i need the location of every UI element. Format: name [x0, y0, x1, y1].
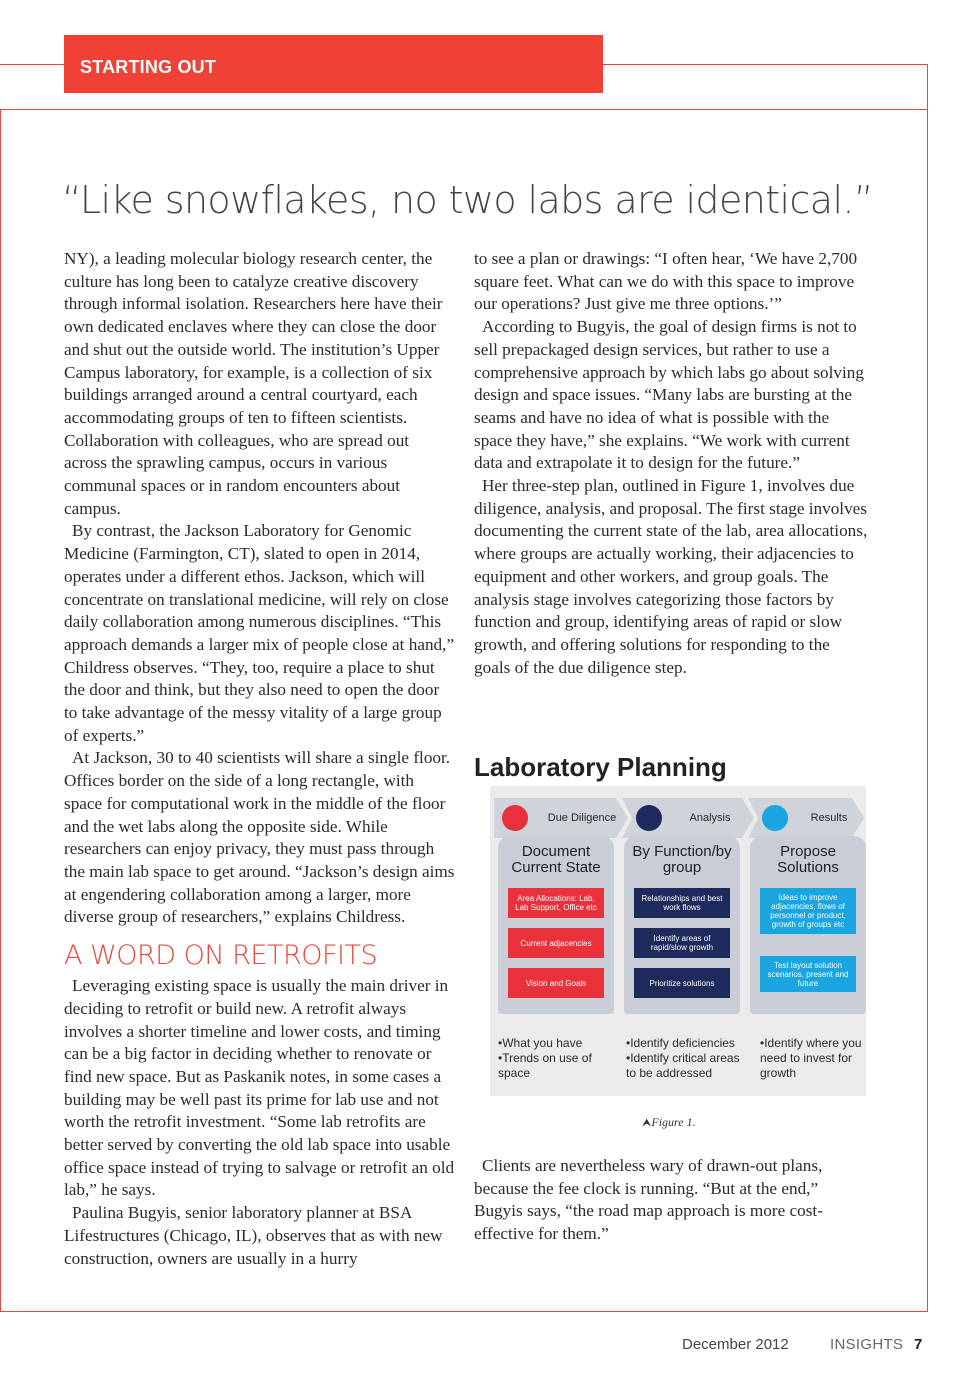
stage-dot-red [502, 805, 528, 831]
stage-dot-cyan [762, 805, 788, 831]
ribbon-results [748, 798, 864, 838]
left-column [64, 248, 456, 1270]
stage-column-document [498, 836, 614, 1014]
stage-box: Vision and Goals [508, 968, 604, 998]
bullet-item: •Identify critical areas to be addressed [626, 1051, 740, 1080]
bullet-item: •What you have [498, 1036, 583, 1050]
page-footer [0, 1336, 960, 1358]
paragraph: Leveraging existing space is usually the main driver in deciding to retrofit or build new. A retrofit always involves a shorter timeline and lower costs, and timing can be a big factor in deciding whether to renovate or find new space. But as Paskanik notes, in some cases a building may be well past its prime for lab use and not worth the retrofit investment. “Some lab retrofits are better served by converting the old lab space into usable office space instead of trying to salvage or retrofit an old lab,” he says. [64, 976, 455, 1200]
stage-box: Identify areas of rapid/slow growth [634, 928, 730, 958]
paragraph: NY), a leading molecular biology research center, the culture has long been to catalyze creative discovery through informal isolation. Researchers here have their own dedicated enclaves where they can close the door and shut out the outside world. The institution’s Upper Campus laboratory, for example, is a collection of six buildings arranged around a central courtyard, each accommodating groups of ten to fifteen scientists. Collaboration with colleagues, who are spread out across the sprawling campus, occurs in various communal spaces or in random encounters about campus. [64, 249, 443, 518]
paragraph: Clients are nevertheless wary of drawn-out plans, because the fee clock is running. “But at the end,” Bugyis says, “the road map approach is more cost-effective for them.” [474, 1156, 823, 1244]
issue-date: December 2012 [682, 1336, 789, 1353]
caption-text: Figure 1. [651, 1115, 696, 1129]
ribbon-due-diligence [494, 798, 628, 838]
stage-box: Area Allocations: Lab, Lab Support, Office etc [508, 888, 604, 918]
section-label: STARTING OUT [64, 35, 603, 93]
stage-column-function [624, 836, 740, 1014]
ribbon-label: Due Diligence [547, 812, 617, 824]
caption-arrow-icon: ⮝ [642, 1117, 652, 1129]
right-column [474, 248, 868, 679]
bullet-item: •Trends on use of space [498, 1051, 592, 1080]
magazine-name: INSIGHTS [830, 1336, 904, 1353]
stage-bullets [760, 1036, 866, 1081]
stage-heading: By Function/by group [632, 843, 732, 876]
paragraph: By contrast, the Jackson Laboratory for Genomic Medicine (Farmington, CT), slated to open in 2014, operates under a different ethos. Jackson, which will concentrate on translational medicine, will rely on close daily collaboration among numerous disciplines. “This approach demands a larger mix of people close at hand,” Childress observes. “They, too, require a place to shut the door and think, but they also need to open the door to take advantage of the messy vitality of a large group of experts.” [64, 521, 455, 745]
ribbon-analysis [622, 798, 754, 838]
pull-quote: “Like snowflakes, no two labs are identical.” [62, 178, 873, 222]
ribbon-label: Analysis [689, 812, 731, 824]
paragraph: to see a plan or drawings: “I often hear, ‘We have 2,700 square feet. What can we do with this space to improve our operations? Just give me three options.’” [474, 249, 858, 314]
stage-box: Ideas to improve adjacencies, flows of personnel or product, growth of groups etc [760, 888, 856, 934]
stage-bullets [498, 1036, 616, 1081]
paragraph: At Jackson, 30 to 40 scientists will share a single floor. Offices border on the side of a long rectangle, with space for computational work in the middle of the floor and the wet labs along the opposite side. While researchers can enjoy privacy, they must pass through the main lab space to get around. “Jackson’s design aims at engendering collaboration among a larger, more diverse group of researchers,” explains Childress. [64, 748, 455, 927]
page-number: 7 [914, 1336, 923, 1353]
ribbon-label: Results [810, 812, 848, 824]
stage-dot-navy [636, 805, 662, 831]
stage-bullets [626, 1036, 748, 1081]
figure-caption [642, 1115, 696, 1130]
stage-column-propose [750, 836, 866, 1014]
stage-box: Prioritize solutions [634, 968, 730, 998]
figure-title: Laboratory Planning [474, 752, 727, 782]
stage-box: Test layout solution scenarios, present and future [760, 956, 856, 992]
stage-heading: Propose Solutions [777, 843, 839, 876]
right-column-continued [474, 1155, 868, 1246]
subhead-retrofits: A WORD ON RETROFITS [64, 940, 378, 972]
stage-box: Relationships and best work flows [634, 888, 730, 918]
paragraph: According to Bugyis, the goal of design firms is not to sell prepackaged design services, but rather to use a comprehensive approach by which labs go about solving design and space issues. “Many labs are bursting at the seams and have no idea of what is possible with the space they have,” she explains. “We work with current data and extrapolate it to design for the future.” [474, 317, 864, 473]
stage-box: Current adjacencies [508, 928, 604, 958]
paragraph: Paulina Bugyis, senior laboratory planner at BSA Lifestructures (Chicago, IL), observes that as with new construction, owners are usually in a hurry [64, 1203, 443, 1268]
bullet-item: •Identify deficiencies [626, 1036, 735, 1050]
stage-heading: Document Current State [511, 843, 601, 876]
paragraph: Her three-step plan, outlined in Figure 1, involves due diligence, analysis, and proposal. The first stage involves documenting the current state of the lab, area allocations, where groups are actually working, their adjacencies to equipment and other workers, and group goals. The analysis stage involves categorizing those factors by function and group, identifying areas of rapid or slow growth, and offering solutions for responding to the goals of the due diligence step. [474, 476, 868, 677]
laboratory-planning-figure [490, 786, 866, 1096]
bullet-item: •Identify where you need to invest for growth [760, 1036, 862, 1080]
